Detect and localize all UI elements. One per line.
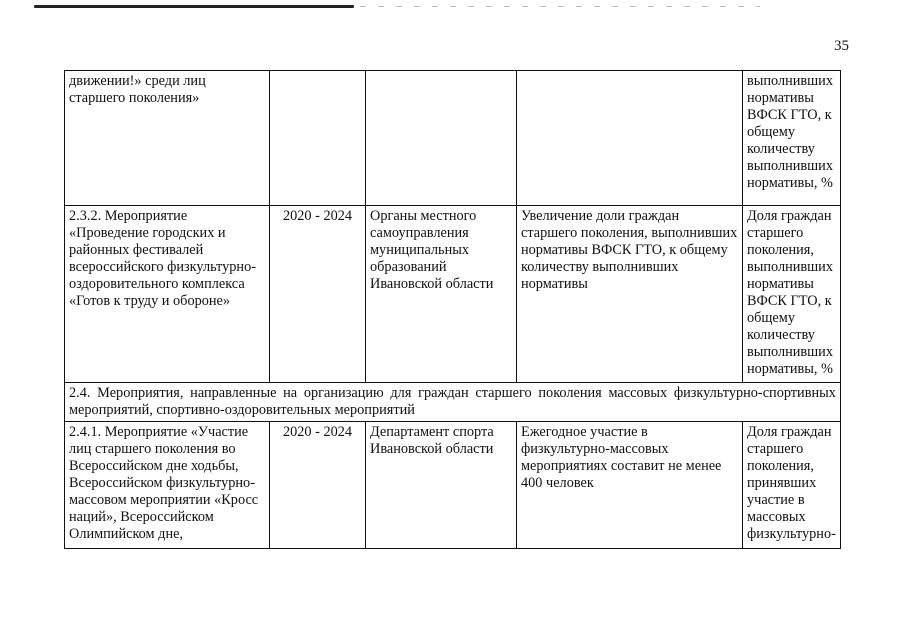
table-section-row <box>65 383 841 422</box>
expected-result-cell <box>517 71 743 206</box>
period-cell: 2020 - 2024 <box>270 422 366 549</box>
table-row <box>65 71 841 206</box>
expected-result-cell: Увеличение доли граждан старшего поколения, выполнивших нормативы ВФСК ГТО, к общему количеству выполнивших нормативы <box>517 206 743 383</box>
measure-name-cell: 2.3.2. Мероприятие «Проведение городских и районных фестивалей всероссийского физкультурно-оздоровительного комплекса «Готов к труду и обороне» <box>65 206 270 383</box>
indicator-cell: Доля граждан старшего поколения, выполнивших нормативы ВФСК ГТО, к общему количеству выполнивших нормативы, % <box>743 206 841 383</box>
indicator-cell: Доля граждан старшего поколения, принявших участие в массовых физкультурно- <box>743 422 841 549</box>
scan-artifact-dots <box>360 6 760 7</box>
period-cell <box>270 71 366 206</box>
executor-cell: Органы местного самоуправления муниципальных образований Ивановской области <box>366 206 517 383</box>
table-row <box>65 206 841 383</box>
measure-name-cell: движении!» среди лиц старшего поколения» <box>65 71 270 206</box>
executor-cell <box>366 71 517 206</box>
expected-result-cell: Ежегодное участие в физкультурно-массовых мероприятиях составит не менее 400 человек <box>517 422 743 549</box>
executor-cell: Департамент спорта Ивановской области <box>366 422 517 549</box>
section-heading-cell: 2.4. Мероприятия, направленные на организацию для граждан старшего поколения массовых физкультурно-спортивных мероприятий, спортивно-оздоровительных мероприятий <box>65 383 841 422</box>
scan-artifact-line <box>34 5 354 8</box>
period-cell: 2020 - 2024 <box>270 206 366 383</box>
measures-table <box>64 70 841 549</box>
measure-name-cell: 2.4.1. Мероприятие «Участие лиц старшего поколения во Всероссийском дне ходьбы, Всероссийском физкультурно-массовом мероприятии «Кросс наций», Всероссийском Олимпийском дне, <box>65 422 270 549</box>
page-number: 35 <box>834 38 849 54</box>
table-row <box>65 422 841 549</box>
indicator-cell: выполнивших нормативы ВФСК ГТО, к общему количеству выполнивших нормативы, % <box>743 71 841 206</box>
